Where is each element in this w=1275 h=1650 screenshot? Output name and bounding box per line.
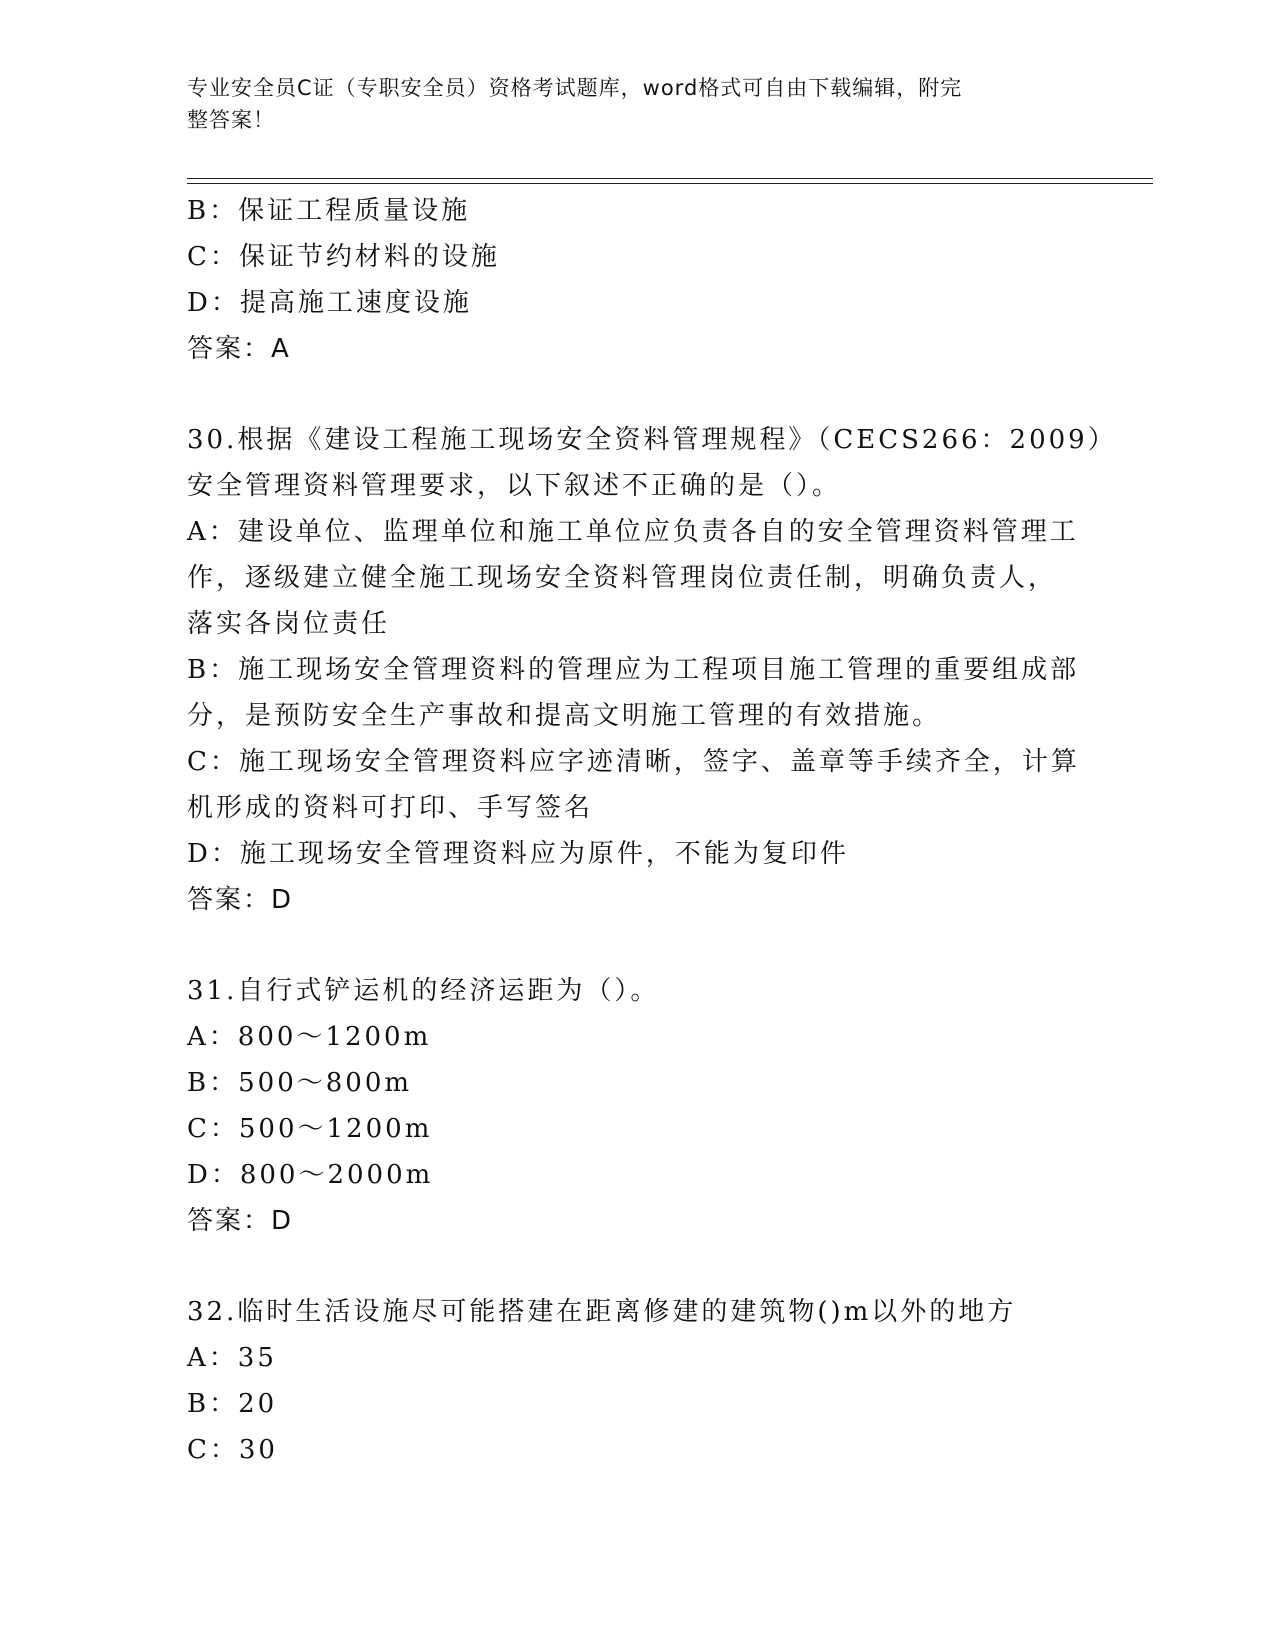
question-32 <box>187 1289 1087 1473</box>
option-a-line-2: 作，逐级建立健全施工现场安全资料管理岗位责任制，明确负责人， <box>187 563 1058 593</box>
option-b-line-2: 分，是预防安全生产事故和提高文明施工管理的有效措施。 <box>187 701 942 731</box>
header-divider-top <box>187 178 1153 179</box>
question-29 <box>187 188 1087 372</box>
option-a-line-3: 落实各岗位责任 <box>187 609 391 639</box>
option-d: D：提高施工速度设施 <box>187 288 472 318</box>
question-content <box>187 188 1117 1473</box>
question-30 <box>187 417 1117 923</box>
option-b: B：20 <box>187 1389 278 1419</box>
spacer <box>187 1244 1087 1289</box>
question-text: 32.临时生活设施尽可能搭建在距离修建的建筑物()m以外的地方 <box>187 1297 1017 1327</box>
option-d: D：800～2000m <box>187 1160 434 1190</box>
question-text: 31.自行式铲运机的经济运距为（）。 <box>187 976 660 1006</box>
option-b-line-1: B：施工现场安全管理资料的管理应为工程项目施工管理的重要组成部 <box>187 655 1080 685</box>
option-c: C：30 <box>187 1435 278 1465</box>
option-c-line-1: C：施工现场安全管理资料应字迹清晰，签字、盖章等手续齐全，计算 <box>187 747 1080 777</box>
spacer <box>187 372 1087 417</box>
answer: 答案：A <box>187 334 291 364</box>
question-31 <box>187 968 1087 1244</box>
option-a: A：800～1200m <box>187 1022 432 1052</box>
header-divider-bottom <box>187 183 1153 184</box>
answer: 答案：D <box>187 885 294 915</box>
answer: 答案：D <box>187 1206 294 1236</box>
document-header <box>187 72 1067 136</box>
option-d: D：施工现场安全管理资料应为原件，不能为复印件 <box>187 839 849 869</box>
option-a: A：35 <box>187 1343 277 1373</box>
option-c: C：保证节约材料的设施 <box>187 242 500 272</box>
option-b: B：500～800m <box>187 1068 413 1098</box>
option-a-line-1: A：建设单位、监理单位和施工单位应负责各自的安全管理资料管理工 <box>187 517 1079 547</box>
header-line-1: 专业安全员C证（专职安全员）资格考试题库，word格式可自由下载编辑，附完 <box>187 76 963 100</box>
question-text-line-2: 安全管理资料管理要求，以下叙述不正确的是（）。 <box>187 471 842 501</box>
option-b: B：保证工程质量设施 <box>187 196 471 226</box>
spacer <box>187 923 1087 968</box>
question-text-line-1: 30.根据《建设工程施工现场安全资料管理规程》（CECS266：2009） <box>187 425 1117 455</box>
option-c: C：500～1200m <box>187 1114 433 1144</box>
option-c-line-2: 机形成的资料可打印、手写签名 <box>187 793 594 823</box>
header-line-2: 整答案！ <box>187 108 275 132</box>
